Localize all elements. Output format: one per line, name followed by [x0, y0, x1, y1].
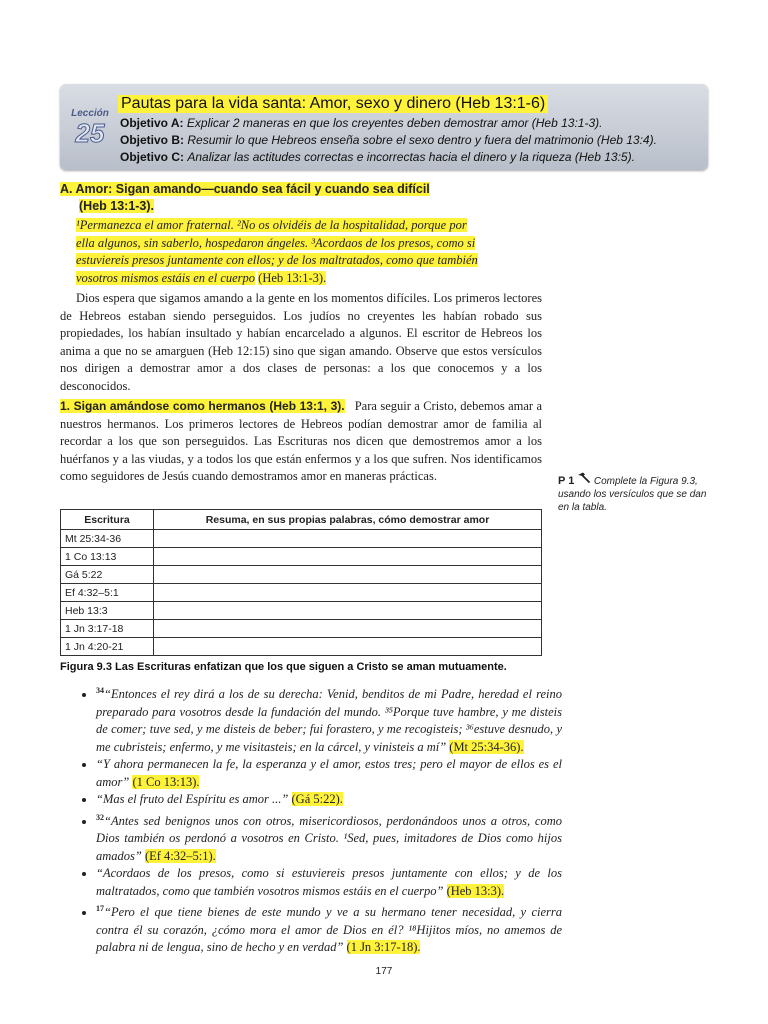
objective-a — [120, 116, 602, 130]
quote-line: ella algunos, sin saberlo, hospedaron ángeles. ³Acordaos de los presos, como si — [76, 235, 476, 250]
quote-reference: (Heb 13:1-3). — [258, 270, 327, 285]
table-row — [61, 530, 542, 548]
quote-line: ¹Permanezca el amor fraternal. ²No os olvidéis de la hospitalidad, porque por — [76, 218, 467, 232]
list-item — [96, 809, 562, 866]
verse-text: “Antes sed benignos unos con otros, misericordiosos, perdonándoos unos a otros, como Dios también os perdonó a vosotros en Cristo. ¹Sed, pues, imitadores de Dios como hijos amados” — [96, 813, 562, 863]
list-item — [96, 756, 562, 791]
objective-label: Objetivo A: — [120, 116, 184, 130]
list-item — [96, 865, 562, 900]
table-row — [61, 584, 542, 602]
table-cell-answer[interactable] — [154, 620, 542, 638]
table-cell-scripture: 1 Co 13:13 — [61, 548, 154, 566]
verse-text: “Entonces el rey dirá a los de su derecha: Venid, benditos de mi Padre, heredad el reino preparado para vosotros desde la fundación del mundo. ³⁵Porque tuve hambre, y me disteis de comer; tuve sed, y me disteis de beber; fui forastero, y me recogisteis; ³⁶estuve desnudo, y me cubristeis; enfermo, y me visitasteis; en la cárcel, y vinisteis a mí” — [96, 687, 562, 754]
figure-caption: Figura 9.3 Las Escrituras enfatizan que los que siguen a Cristo se aman mutuamente. — [60, 661, 507, 673]
table-row — [61, 638, 542, 656]
section-a-heading-line1: A. Amor: Sigan amando—cuando sea fácil y cuando sea difícil — [60, 182, 430, 196]
page-number: 177 — [375, 966, 393, 977]
table-row — [61, 548, 542, 566]
table-cell-scripture: 1 Jn 3:17-18 — [61, 620, 154, 638]
side-note — [558, 472, 718, 514]
scripture-table — [60, 509, 542, 656]
list-item — [96, 900, 562, 957]
objective-label: Objetivo B: — [120, 133, 185, 147]
table-cell-answer[interactable] — [154, 584, 542, 602]
table-row — [61, 566, 542, 584]
table-cell-answer[interactable] — [154, 638, 542, 656]
verse-list — [76, 682, 562, 957]
verse-text: “Y ahora permanecen la fe, la esperanza y el amor, estos tres; pero el mayor de ellos es el amor” — [96, 757, 562, 789]
subsection-1 — [60, 398, 542, 486]
lesson-number: 25 — [75, 118, 105, 148]
table-header-summary: Resuma, en sus propias palabras, cómo demostrar amor — [154, 510, 542, 530]
verse-reference: (Gá 5:22). — [291, 792, 343, 807]
list-item — [96, 791, 562, 809]
table-cell-answer[interactable] — [154, 602, 542, 620]
side-note-text: Complete la Figura 9.3, usando los versículos que se dan en la tabla. — [558, 476, 707, 513]
table-row — [61, 602, 542, 620]
table-cell-answer[interactable] — [154, 566, 542, 584]
subsection-1-heading: 1. Sigan amándose como hermanos (Heb 13:1, 3). — [60, 399, 345, 413]
table-cell-scripture: Mt 25:34-36 — [61, 530, 154, 548]
lesson-title: Pautas para la vida santa: Amor, sexo y dinero (Heb 13:1-6) — [118, 95, 548, 113]
lesson-label: Lección — [71, 108, 109, 119]
verse-text: “Pero el que tiene bienes de este mundo y ve a su hermano tener necesidad, y cierra contra él su corazón, ¿cómo mora el amor de Dios en él? ¹⁸Hijitos míos, no amemos de palabra ni de lengua, sino de hecho y en verdad” — [96, 905, 562, 955]
table-cell-scripture: 1 Jn 4:20-21 — [61, 638, 154, 656]
table-row — [61, 620, 542, 638]
verse-reference: (1 Co 13:13). — [132, 774, 200, 789]
subsection-1-text: Para seguir a Cristo, debemos amar a nuestros hermanos. Los primeros lectores de Hebreos podían demostrar amor de familia al recordar a los que son perseguidos. Las Escrituras nos dicen que demostremos amor a los huérfanos y a las viudas, y a todos los que están enfermos y a los que sufren. Nos identificamos como seguidores de Jesús cuando demostramos amor en maneras prácticas. — [60, 399, 542, 483]
objective-label: Objetivo C: — [120, 150, 185, 164]
table-cell-answer[interactable] — [154, 548, 542, 566]
objective-text: Analizar las actitudes correctas e incorrectas hacia el dinero y la riqueza (Heb 13:5). — [187, 150, 635, 164]
quote-line: estuviereis presos juntamente con ellos; y de los maltratados, como que también — [76, 253, 478, 267]
quote-line: vosotros mismos estáis en el cuerpo — [76, 270, 256, 285]
table-cell-scripture: Gá 5:22 — [61, 566, 154, 584]
table-cell-scripture: Heb 13:3 — [61, 602, 154, 620]
intro-paragraph-text: Dios espera que sigamos amando a la gente en los momentos difíciles. Los primeros lectores de Hebreos estaban siendo perseguidos. Los judíos no creyentes les habían robado sus propiedades, los habían insultado y habían encarcelado a algunos. El escritor de Hebreos los anima a que no se amarguen (Heb 12:15) sino que sigan amando. Observe que estos versículos nos dirigen a demostrar amor a dos clases de personas: a los que conocemos y a los desconocidos. — [60, 291, 542, 393]
objective-text: Explicar 2 maneras en que los creyentes deben demostrar amor (Heb 13:1-3). — [186, 116, 603, 130]
table-header-row — [61, 510, 542, 530]
section-a-heading-line2: (Heb 13:1-3). — [79, 199, 155, 213]
verse-reference: (1 Jn 3:17-18). — [346, 940, 421, 955]
verse-number: 32 — [96, 812, 104, 822]
verse-number: 34 — [96, 686, 104, 695]
intro-paragraph — [60, 290, 542, 395]
table-cell-answer[interactable] — [154, 530, 542, 548]
verse-reference: (Mt 25:34-36). — [449, 739, 524, 754]
objective-text: Resumir lo que Hebreos enseña sobre el sexo dentro y fuera del matrimonio (Heb 13:4). — [187, 133, 657, 147]
verse-text: “Acordaos de los presos, como si estuviereis presos juntamente con ellos; y de los maltratados, como que también vosotros mismos estáis en el cuerpo” — [96, 866, 562, 898]
objective-b — [120, 133, 657, 147]
verse-text: “Mas el fruto del Espíritu es amor ...” — [96, 792, 289, 807]
verse-number: 17 — [96, 904, 104, 914]
section-a-heading — [60, 181, 430, 215]
verse-reference: (Heb 13:3). — [446, 883, 505, 898]
scripture-quote — [76, 217, 526, 287]
list-item — [96, 682, 562, 756]
table-header-scripture: Escritura — [61, 510, 154, 530]
objective-c — [120, 150, 635, 164]
hammer-icon — [577, 472, 591, 488]
table-cell-scripture: Ef 4:32–5:1 — [61, 584, 154, 602]
verse-reference: (Ef 4:32–5:1). — [144, 848, 216, 863]
side-note-label: P 1 — [558, 475, 575, 487]
